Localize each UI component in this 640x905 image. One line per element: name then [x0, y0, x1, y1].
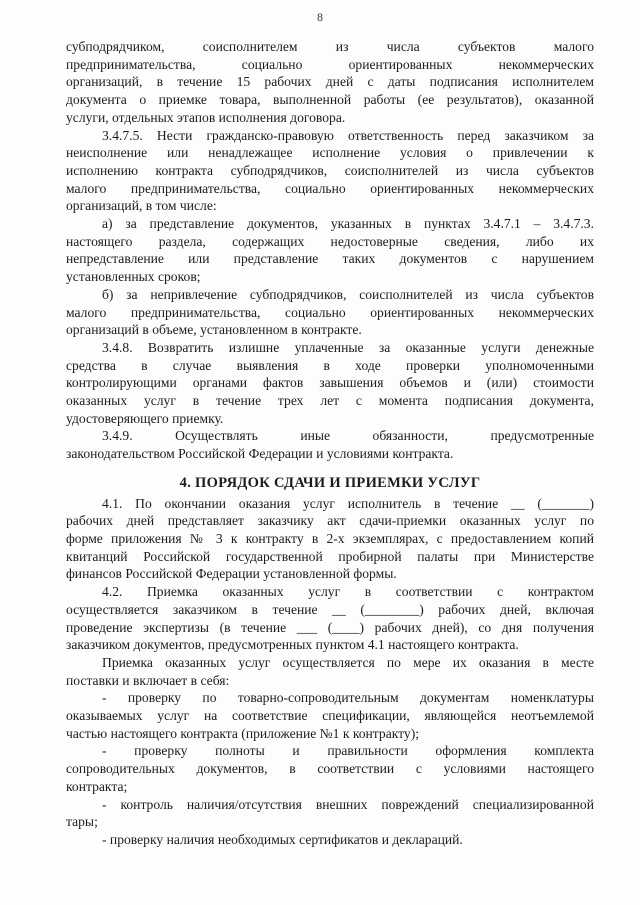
text-line: заказчиком документов, предусмотренных пунктом 4.1 настоящего контракта. [66, 637, 519, 653]
text-line: организаций, в том числе: [66, 198, 217, 214]
text-line: финансов Российской Федерации установленной формы. [66, 566, 397, 582]
clause-4-1: 4.1. По окончании оказания услуг исполнитель в течение __ (_______) [102, 495, 594, 511]
text-line: форме приложения № 3 к контракту в 2-х экземплярах, с предоставлением копий [66, 530, 594, 546]
page-number: 8 [317, 10, 323, 24]
text-line: рабочих дней представляет заказчику акт сдачи-приемки оказанных услуг по [66, 513, 594, 529]
text-line: настоящего раздела, содержащих недостоверные сведения, либо их [66, 233, 594, 249]
bullet-item: - проверку полноты и правильности оформления комплекта [102, 743, 594, 759]
bullet-item: - проверку наличия необходимых сертификатов и деклараций. [102, 831, 463, 847]
text-line: поставки и включает в себя: [66, 672, 230, 688]
text-line: тары; [66, 814, 98, 830]
text-line: контролирующими органами фактов завышения объемов и (или) стоимости [66, 375, 594, 391]
text-line: субподрядчиком, соисполнителем из числа субъектов малого [66, 39, 594, 54]
document-body [66, 38, 594, 849]
paragraph-acceptance: Приемка оказанных услуг осуществляется по мере их оказания в месте [102, 654, 594, 670]
text-line: исполнению контракта субподрядчиков, соисполнителей из числа субъектов [66, 162, 594, 178]
text-line: малого предпринимательства, социально ориентированных некоммерческих [66, 304, 594, 320]
clause-4-2: 4.2. Приемка оказанных услуг в соответствии с контрактом [102, 584, 594, 600]
text-line: осуществляется заказчиком в течение __ (________) рабочих дней, включая [66, 601, 594, 617]
clause-3-4-9: 3.4.9. Осуществлять иные обязанности, предусмотренные [102, 428, 594, 444]
text-line: документа о приемке товара, выполненной работы (ее результатов), оказанной [66, 92, 594, 108]
text-line: контракта; [66, 778, 128, 794]
clause-3-4-8: 3.4.8. Возвратить излишне уплаченные за оказанные услуги денежные [102, 339, 594, 355]
section-heading: 4. ПОРЯДОК СДАЧИ И ПРИЕМКИ УСЛУГ [179, 474, 481, 491]
list-item-a: а) за представление документов, указанных в пунктах 3.4.7.1 – 3.4.7.3. [102, 216, 594, 232]
text-line: малого предпринимательства, социально ориентированных некоммерческих [66, 180, 594, 196]
clause-3-4-7-5: 3.4.7.5. Нести гражданско-правовую ответственность перед заказчиком за [102, 127, 594, 143]
text-line: квитанций Российской государственной пробирной палаты при Министерстве [66, 548, 594, 564]
list-item-b: б) за непривлечение субподрядчиков, соисполнителей из числа субъектов [102, 286, 594, 302]
text-line: услуги, отдельных этапов исполнения договора. [66, 109, 346, 125]
text-line: организаций, в течение 15 рабочих дней с даты подписания исполнителем [66, 74, 594, 90]
text-line: оказанных услуг в течение трех лет с момента подписания документа, [66, 393, 594, 409]
section-spacer [66, 463, 594, 475]
text-line: частью настоящего контракта (приложение №1 к контракту); [66, 725, 420, 741]
text-line: сопроводительных документов, в соответствии с условиями настоящего [66, 761, 594, 777]
bullet-item: - проверку по товарно-сопроводительным документам номенклатуры [102, 690, 594, 706]
text-line: непредставление или представление таких документов с нарушением [66, 251, 594, 267]
text-line: неисполнение или ненадлежащее исполнение условия о привлечении к [66, 145, 594, 161]
text-line: установленных сроков; [66, 269, 201, 285]
text-line: проведение экспертизы (в течение ___ (____) рабочих дней), со дня получения [66, 619, 594, 635]
text-line: удостоверяющего приемку. [66, 410, 224, 426]
bullet-item: - контроль наличия/отсутствия внешних повреждений специализированной [102, 796, 594, 812]
text-line: средства в случае выявления в ходе проверки уполномоченными [66, 357, 594, 373]
text-line: оказываемых услуг на соответствие спецификации, являющейся неотъемлемой [66, 708, 594, 724]
text-line: организаций в объеме, установленном в контракте. [66, 322, 362, 338]
text-line: предпринимательства, социально ориентированных некоммерческих [66, 56, 594, 72]
text-line: законодательством Российской Федерации и условиями контракта. [66, 446, 454, 462]
